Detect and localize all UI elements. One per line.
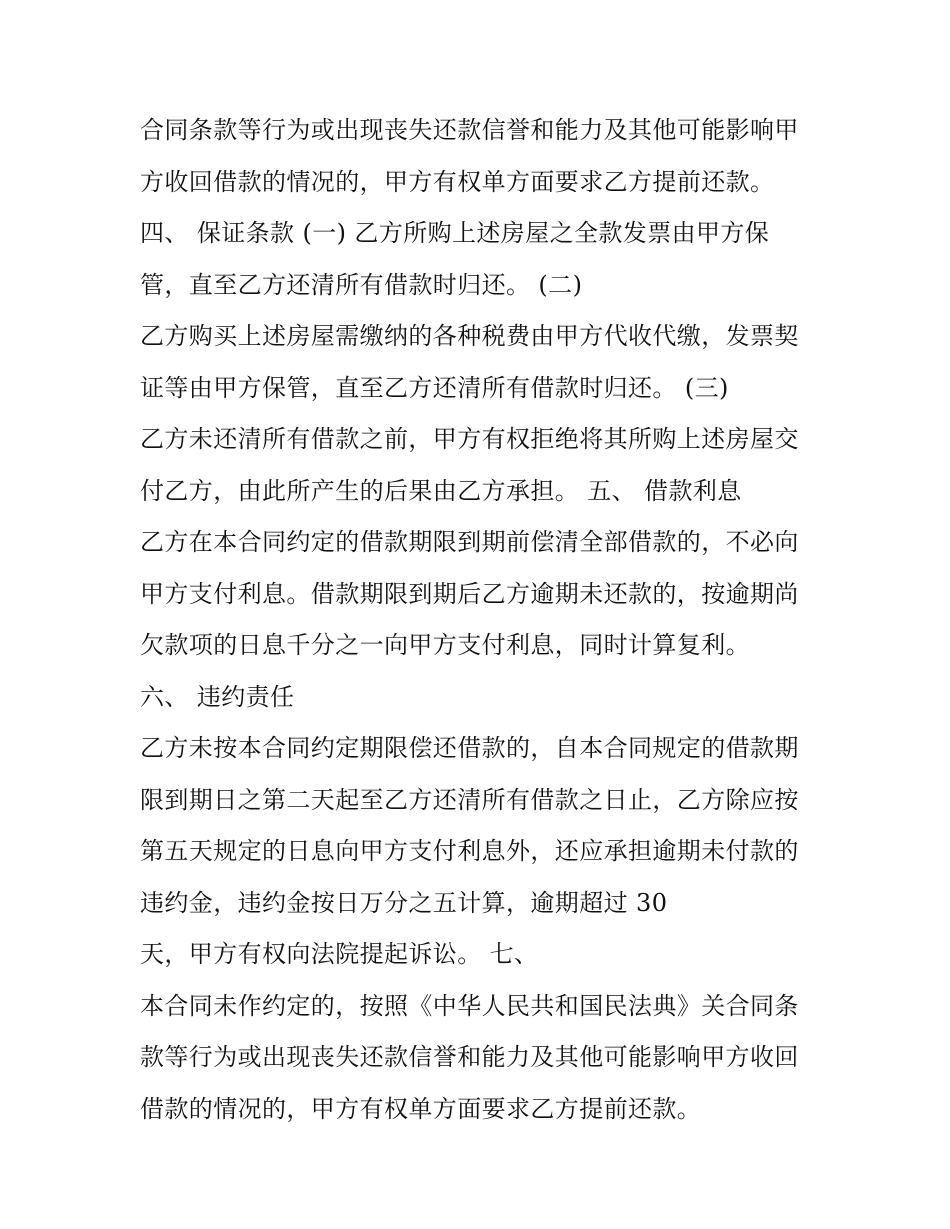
text-line: 乙方在本合同约定的借款期限到期前偿清全部借款的，不必向 <box>140 528 799 556</box>
text-line: 天，甲方有权向法院提起诉讼。 七、 <box>140 940 539 968</box>
text-line: 欠款项的日息千分之一向甲方支付利息，同时计算复利。 <box>140 631 750 659</box>
text-line: 乙方未还清所有借款之前，甲方有权拒绝将其所购上述房屋交 <box>140 425 799 453</box>
text-line: 第五天规定的日息向甲方支付利息外，还应承担逾期未付款的 <box>140 837 799 865</box>
text-line: 管，直至乙方还清所有借款时归还。 (二) <box>140 270 583 299</box>
text-line: 款等行为或出现丧失还款信誉和能力及其他可能影响甲方收回 <box>140 1043 799 1071</box>
text-line: 本合同未作约定的，按照《中华人民共和国民法典》关合同条 <box>140 991 799 1020</box>
text-line: 四、 保证条款 (一) 乙方所购上述房屋之全款发票由甲方保 <box>140 219 770 247</box>
text-line: 乙方未按本合同约定期限偿还借款的，自本合同规定的借款期 <box>140 734 799 762</box>
text-line: 方收回借款的情况的，甲方有权单方面要求乙方提前还款。 <box>140 167 775 196</box>
document-body <box>140 105 840 1135</box>
text-line: 借款的情况的，甲方有权单方面要求乙方提前还款。 <box>140 1094 702 1123</box>
text-line: 限到期日之第二天起至乙方还清所有借款之日止，乙方除应按 <box>140 785 799 814</box>
text-line: 付乙方，由此所产生的后果由乙方承担。 五、 借款利息 <box>140 476 742 505</box>
section-heading: 六、 违约责任 <box>140 682 295 711</box>
text-line: 合同条款等行为或出现丧失还款信誉和能力及其他可能影响甲 <box>140 116 799 144</box>
text-line: 甲方支付利息。借款期限到期后乙方逾期未还款的，按逾期尚 <box>140 579 799 608</box>
text-line: 乙方购买上述房屋需缴纳的各种税费由甲方代收代缴，发票契 <box>140 322 799 350</box>
text-line: 证等由甲方保管，直至乙方还清所有借款时归还。 (三) <box>140 373 729 402</box>
text-line: 违约金，违约金按日万分之五计算，逾期超过 30 <box>140 888 668 917</box>
